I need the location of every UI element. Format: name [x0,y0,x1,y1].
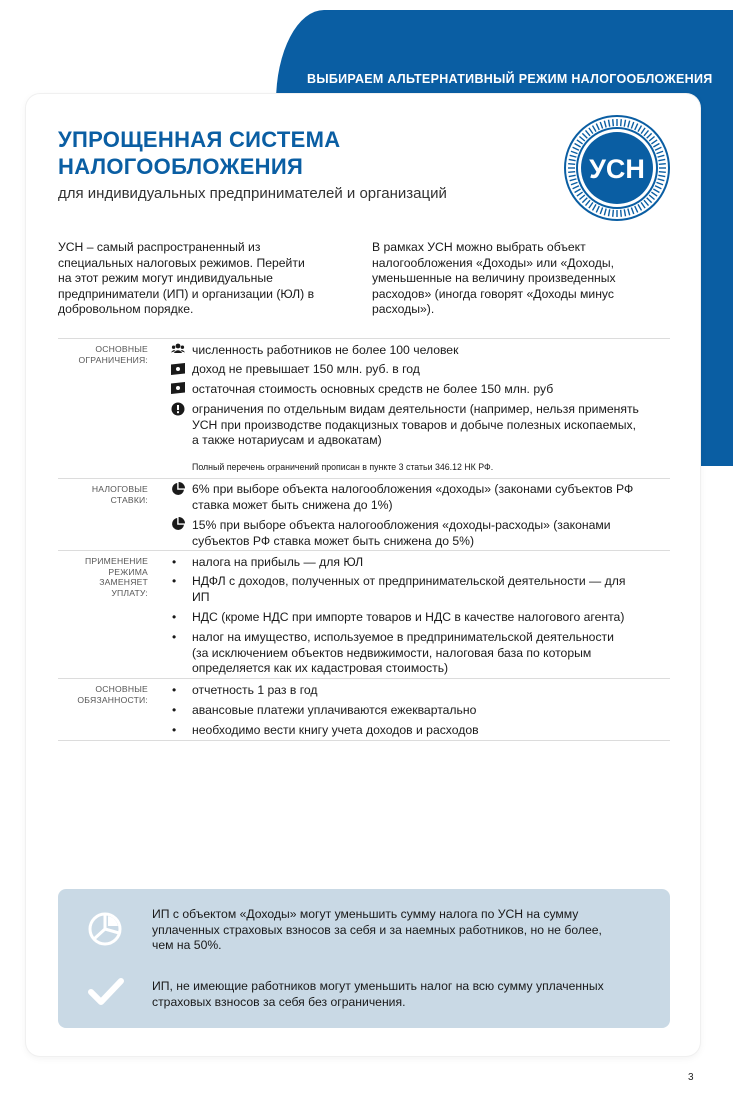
text-line: уменьшенные на величину произведенных [372,271,616,286]
limits-note: Полный перечень ограничений прописан в пункте 3 статьи 346.12 НК РФ. [192,462,494,472]
text-line: предприниматели (ИП) и организации (ЮЛ) в [58,286,315,301]
text-line: ИП с объектом «Доходы» могут уменьшить сумму налога по УСН на сумму [152,907,579,921]
replace-item: налога на прибыль — для ЮЛ [192,555,364,569]
info-text-first [152,907,652,954]
section-label-duties [56,684,148,705]
badge-text: УСН [589,154,645,184]
section-label-rates [56,484,148,505]
label-line: ПРИМЕНЕНИЕ [84,556,148,566]
text-line: налог на имущество, используемое в предпринимательской деятельности [192,630,614,644]
money-icon [171,381,185,395]
label-line: ОСНОВНЫЕ [95,684,148,694]
text-line: ставка может быть снижена до 1%) [192,497,393,512]
text-line: расходы»). [372,302,435,317]
label-line: ЗАМЕНЯЕТ [99,577,148,587]
label-line: УПЛАТУ: [111,587,148,598]
label-line: ОСНОВНЫЕ [95,344,148,354]
info-text-second [152,979,652,1010]
rate-item [192,482,672,513]
duty-item: отчетность 1 раз в год [192,683,318,697]
bullet: • [172,703,177,717]
pie-chart-icon [86,910,124,948]
limit-item: остаточная стоимость основных средств не более 150 млн. руб [192,382,554,396]
label-line: СТАВКИ: [110,494,148,505]
replace-item: НДС (кроме НДС при импорте товаров и НДС в качестве налогового агента) [192,610,625,624]
text-line: В рамках УСН можно выбрать объект [372,240,586,254]
text-line: налогообложения «Доходы» или «Доходы, [372,255,615,270]
section-label-limits [56,344,148,365]
limit-item: доход не превышает 150 млн. руб. в год [192,362,420,376]
text-line: ограничения по отдельным видам деятельности (например, нельзя применять [192,402,639,416]
text-line: чем на 50%. [152,938,222,953]
text-line: расходов» (иногда говорят «Доходы минус [372,286,614,301]
divider [58,550,670,551]
text-line: НДФЛ с доходов, полученных от предпринимательской деятельности — для [192,574,626,588]
page-subtitle: для индивидуальных предпринимателей и организаций [58,185,447,202]
header-title: ВЫБИРАЕМ АЛЬТЕРНАТИВНЫЙ РЕЖИМ НАЛОГООБЛОЖЕНИЯ [307,72,713,86]
page-title-line: НАЛОГООБЛОЖЕНИЯ [58,154,304,179]
text-line: страховых взносов за себя без ограничения. [152,994,406,1009]
limit-item [192,402,672,449]
text-line: ИП [192,589,210,604]
page-title [58,126,340,180]
text-line: на этот режим могут индивидуальные [58,271,273,286]
text-line: субъектов РФ ставка может быть снижена до 5%) [192,533,475,548]
label-line: ОГРАНИЧЕНИЯ: [78,354,148,365]
divider [58,338,670,339]
duty-item: необходимо вести книгу учета доходов и расходов [192,723,479,737]
divider [58,740,670,741]
bullet: • [172,630,177,644]
text-line: добровольном порядке. [58,302,194,317]
text-line: УСН при производстве подакцизных товаров и добыче полезных ископаемых, [192,417,636,432]
rate-item [192,518,672,549]
text-line: УСН – самый распространенный из [58,240,261,254]
pie-icon [171,517,185,531]
limit-item: численность работников не более 100 человек [192,343,459,357]
text-line: уплаченных страховых взносов за себя и за наемных работников, но не более, [152,922,602,937]
pie-icon [171,482,185,496]
intro-left [58,240,348,318]
page-title-line: УПРОЩЕННАЯ СИСТЕМА [58,127,341,152]
text-line: 15% при выборе объекта налогообложения «доходы-расходы» (законами [192,518,611,532]
replace-item [192,630,672,677]
label-line: РЕЖИМА [108,566,148,577]
label-line: ОБЯЗАННОСТИ: [77,694,148,705]
duty-item: авансовые платежи уплачиваются ежеквартально [192,703,477,717]
text-line: определяется как их кадастровая стоимость) [192,661,449,676]
label-line: НАЛОГОВЫЕ [91,484,148,494]
bullet: • [172,723,177,737]
text-line: ИП, не имеющие работников могут уменьшить налог на всю сумму уплаченных [152,979,604,993]
bullet: • [172,574,177,588]
bullet: • [172,683,177,697]
text-line: специальных налоговых режимов. Перейти [58,255,305,270]
text-line: 6% при выборе объекта налогообложения «доходы» (законами субъектов РФ [192,482,634,496]
bullet: • [172,555,177,569]
section-label-replaces [56,556,148,598]
text-line: (за исключением объектов недвижимости, налоговая база по которым [192,645,592,660]
money-icon [171,362,185,376]
usn-badge [563,114,671,222]
intro-right [372,240,662,318]
page-number: 3 [688,1072,694,1083]
exclamation-icon [171,402,185,416]
divider [58,478,670,479]
divider [58,678,670,679]
replace-item [192,574,672,605]
checkmark-icon [88,976,124,1008]
text-line: а также нотариусам и адвокатам) [192,433,382,448]
people-icon [171,342,185,356]
bullet: • [172,610,177,624]
